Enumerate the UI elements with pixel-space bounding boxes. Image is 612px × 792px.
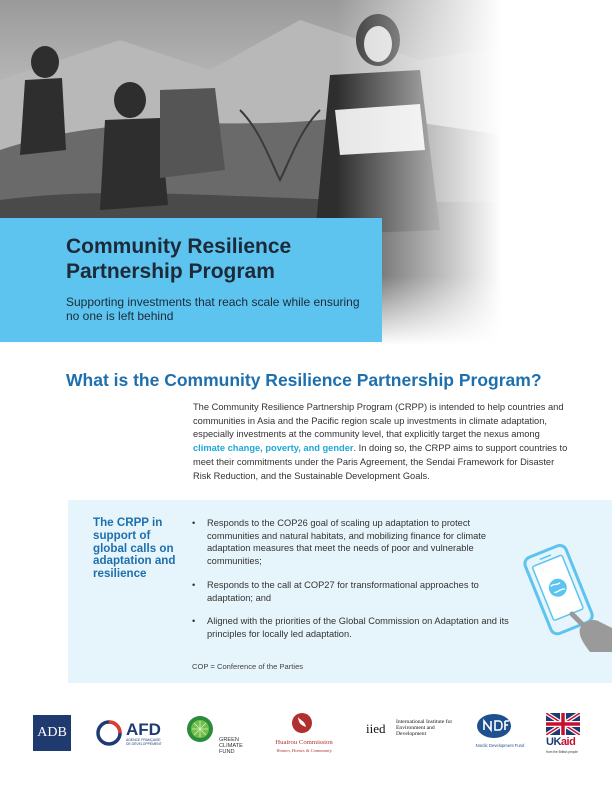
huairou-tagline: Women, Homes & Community [276,748,332,753]
ukaid-tagline: from the British people [546,750,578,754]
ndf-name: Nordic Development Fund [475,743,525,748]
page-subtitle: Supporting investments that reach scale while ensuring no one is left behind [66,295,360,323]
ukaid-aid: aid [560,736,576,748]
iied-logo [366,717,456,747]
calls-list [192,517,522,652]
adb-logo: ADB [33,715,71,751]
afd-circle-icon [95,719,123,747]
intro-highlight: climate change, poverty, and gender [193,443,354,454]
iied-subtitle: International Institute for Environment and Development [396,719,453,738]
afd-subtitle: AGENCE FRANÇAISE DE DÉVELOPPEMENT [126,738,162,746]
gcf-globe-icon [186,715,214,743]
huairou-logo [267,711,341,755]
ndf-logo [472,713,528,757]
afd-logo [95,717,165,749]
iied-wordmark: iied [366,721,386,736]
list-item: • Responds to the call at COP27 for transformational approaches to adaptation; and [192,579,522,604]
calls-heading: The CRPP in support of global calls on adaptation and resilience [93,516,176,581]
partner-logos [0,705,612,765]
gcf-logo [186,713,246,757]
page-title: Community Resilience Partnership Program [66,235,292,283]
cop-footnote: COP = Conference of the Parties [192,662,304,671]
intro-paragraph [193,401,573,483]
huairou-emblem-icon [291,711,313,735]
list-item: • Responds to the COP26 goal of scaling up adaptation to protect communities and natural habitats, and mobilizing finance for climate adaptation measures that meet the needs of poor and vulnerable communities; [192,517,522,568]
union-flag-icon [546,713,580,735]
intro-text-start: The Community Resilience Partnership Program (CRPP) is intended to help countries and communities in Asia and the Pacific region scale up investments in climate adaptation, especially investments at the community level, that explicitly target the nexus among [193,402,564,440]
huairou-name: Huairou Commission [275,739,333,746]
ukaid-logo [546,713,580,757]
ndf-emblem-icon [476,713,512,739]
list-item: • Aligned with the priorities of the Global Commission on Adaptation and its principles for locally led adaptation. [192,615,522,640]
ukaid-wordmark [546,736,575,748]
phone-globe-icon [520,532,612,652]
intro-text-end: . In doing so, the CRPP aims to support countries to meet their commitments under the Paris Agreement, the Sendai Framework for Disaster Risk Reduction, and the Sustainable Development Goals. [193,443,568,481]
gcf-name: GREEN CLIMATE FUND [219,737,243,755]
ukaid-uk: UK [546,736,561,748]
afd-wordmark: AFD [126,720,161,739]
hero-section [0,0,612,345]
section-heading: What is the Community Resilience Partnership Program? [66,370,542,390]
